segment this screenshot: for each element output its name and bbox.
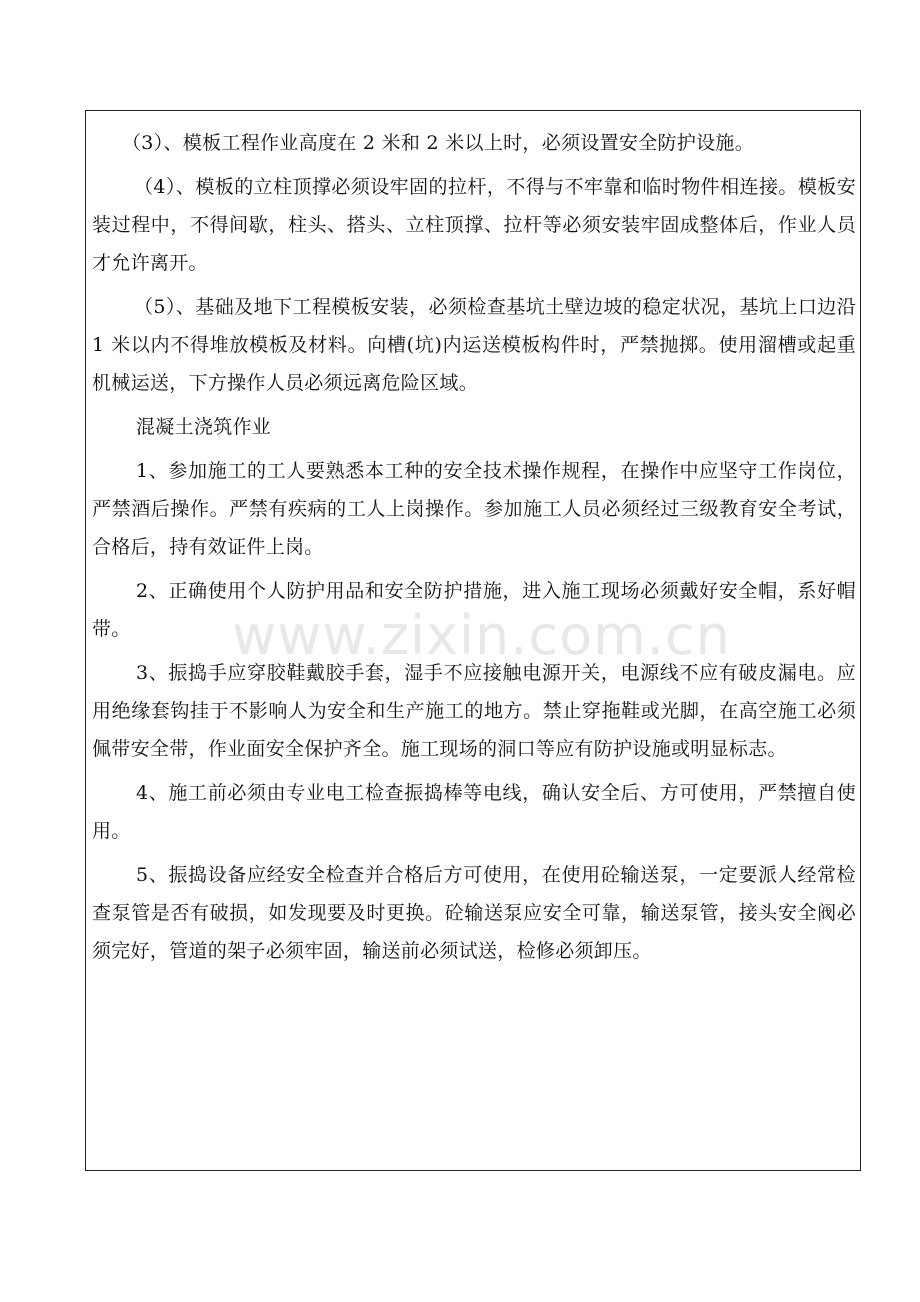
document-frame [85,110,861,1171]
watermark: www.zixin.com.cn [232,604,731,667]
list-item-5: 5、振捣设备应经安全检查并合格后方可使用，在使用砼输送泵，一定要派人经常检查泵管是否有破损，如发现要及时更换。砼输送泵应安全可靠，输送泵管，接头安全阀必须完好，管道的架子必须牢固，输送前必须试送，检修必须卸压。 [92,864,856,962]
list-item-2: 2、正确使用个人防护用品和安全防护措施，进入施工现场必须戴好安全帽，系好帽带。 [92,580,856,640]
list-item-1: 1、参加施工的工人要熟悉本工种的安全技术操作规程，在操作中应坚守工作岗位，严禁酒后操作。严禁有疾病的工人上岗操作。参加施工人员必须经过三级教育安全考试，合格后，持有效证件上岗。 [92,460,856,558]
paragraph-4: （4）、模板的立柱顶撑必须设牢固的拉杆，不得与不牢靠和临时物件相连接。模板安装过程中，不得间歇，柱头、搭头、立柱顶撑、拉杆等必须安装牢固成整体后，作业人员才允许离开。 [92,176,856,274]
list-item-4: 4、施工前必须由专业电工检查振捣棒等电线，确认安全后、方可使用，严禁擅自使用。 [92,782,856,842]
document-body [86,111,860,970]
paragraph-5: （5）、基础及地下工程模板安装，必须检查基坑土壁边坡的稳定状况，基坑上口边沿 1 米以内不得堆放模板及材料。向槽(坑)内运送模板构件时，严禁抛掷。使用溜槽或起重机械运送，下方操作人员必须远离危险区域。 [92,296,856,394]
paragraph-3: （3）、模板工程作业高度在 2 米和 2 米以上时，必须设置安全防护设施。 [122,132,755,154]
list-item-3: 3、振捣手应穿胶鞋戴胶手套，湿手不应接触电源开关，电源线不应有破皮漏电。应用绝缘套钩挂于不影响人为安全和生产施工的地方。禁止穿拖鞋或光脚，在高空施工必须佩带安全带，作业面安全保护齐全。施工现场的洞口等应有防护设施或明显标志。 [92,662,856,760]
section-heading: 混凝土浇筑作业 [136,416,272,438]
